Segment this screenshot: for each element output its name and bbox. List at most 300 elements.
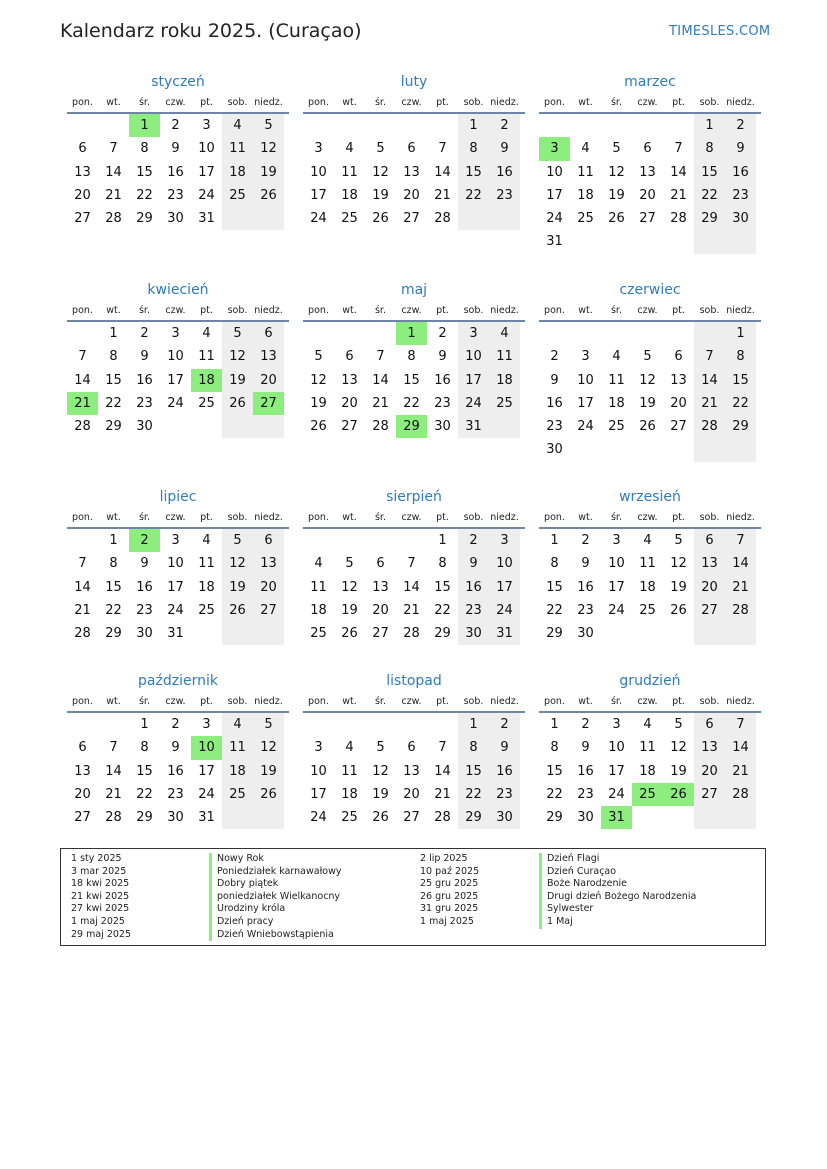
day-cell: 10 [546,164,563,180]
day-cell: 18 [222,760,253,783]
empty-cell [694,806,725,829]
empty-cell [632,622,663,645]
empty-cell [601,230,632,253]
day-cell: 5 [674,717,683,732]
day-cell: 22 [694,184,725,207]
month-block [303,72,525,230]
day-cell: 6 [674,349,683,365]
day-cell: 21 [434,187,451,203]
month-name: marzec [624,74,676,90]
weekday-header [539,511,761,529]
day-cell: 25 [222,184,253,207]
day-cell: 16 [725,161,756,184]
day-cell: 30 [725,207,756,230]
day-cell: 5 [253,713,284,736]
weekday-label: niedz. [490,512,519,523]
day-grid [539,322,761,462]
day-cell: 23 [489,184,520,207]
day-cell: 13 [253,552,284,575]
legend-holiday-name: Urodziny króla [209,903,341,916]
day-cell: 1 [458,114,489,137]
day-cell: 2 [489,713,520,736]
day-cell: 17 [198,763,215,779]
day-cell: 31 [546,234,563,250]
day-cell: 24 [198,786,215,802]
weekday-header [67,96,289,114]
day-cell: 7 [376,349,385,365]
day-cell: 23 [725,184,756,207]
empty-cell [458,207,489,230]
weekday-label: niedz. [254,512,283,523]
day-cell: 3 [202,717,211,732]
day-cell: 29 [546,810,563,826]
day-cell: 22 [546,602,563,618]
day-cell: 24 [310,810,327,826]
weekday-label: śr. [610,512,622,523]
day-cell: 16 [546,395,563,411]
day-cell: 6 [253,322,284,345]
day-cell: 21 [105,187,122,203]
day-cell: 5 [612,141,621,157]
day-cell: 11 [222,736,253,759]
month-name: wrzesień [619,489,681,505]
day-cell: 19 [670,579,687,595]
empty-cell [191,415,222,438]
day-cell: 13 [694,552,725,575]
empty-cell [396,529,427,552]
day-cell: 31 [601,806,632,829]
day-grid [67,529,289,645]
day-cell: 11 [489,345,520,368]
day-cell: 20 [253,369,284,392]
legend-date: 25 gru 2025 [420,878,479,890]
day-cell: 12 [608,164,625,180]
empty-cell [632,114,663,137]
weekday-label: pt. [200,305,213,316]
weekday-label: pt. [436,696,449,707]
weekday-label: sob. [227,696,248,707]
day-cell: 12 [372,763,389,779]
day-cell: 15 [694,161,725,184]
day-cell: 30 [167,810,184,826]
weekday-label: sob. [463,97,484,108]
day-cell: 17 [167,372,184,388]
day-cell: 13 [74,164,91,180]
page-title: Kalendarz roku 2025. (Curaçao) [60,20,362,42]
day-cell: 24 [167,602,184,618]
day-cell: 19 [670,763,687,779]
day-cell: 21 [434,786,451,802]
weekday-label: czw. [637,512,658,523]
day-cell: 30 [136,419,153,435]
day-cell: 18 [577,187,594,203]
day-cell: 24 [198,187,215,203]
empty-cell [663,806,694,829]
day-cell: 26 [253,184,284,207]
weekday-label: pon. [308,696,329,707]
month-block [303,671,525,829]
day-cell: 3 [612,717,621,732]
day-cell: 19 [639,395,656,411]
day-cell: 19 [253,161,284,184]
day-cell: 1 [140,717,149,732]
day-cell: 26 [372,211,389,227]
month-name: listopad [386,673,442,689]
day-cell: 11 [341,164,358,180]
weekday-label: sob. [699,97,720,108]
day-cell: 1 [129,114,160,137]
day-cell: 27 [403,810,420,826]
day-cell: 13 [403,164,420,180]
day-cell: 13 [639,164,656,180]
day-cell: 8 [407,349,416,365]
month-block [67,671,289,829]
weekday-label: pon. [544,305,565,316]
month-block [539,72,761,254]
day-cell: 10 [458,345,489,368]
day-cell: 9 [725,137,756,160]
day-cell: 20 [694,576,725,599]
day-cell: 6 [345,349,354,365]
day-cell: 19 [341,602,358,618]
empty-cell [396,114,427,137]
empty-cell [334,322,365,345]
day-cell: 27 [670,419,687,435]
day-cell: 13 [670,372,687,388]
legend-holiday-name: Dobry piątek [209,878,341,891]
empty-cell [663,622,694,645]
day-cell: 23 [434,395,451,411]
day-cell: 27 [253,392,284,415]
empty-cell [570,438,601,461]
day-cell: 4 [643,533,652,548]
day-cell: 30 [167,211,184,227]
day-cell: 24 [310,211,327,227]
day-cell: 26 [372,810,389,826]
day-cell: 25 [577,211,594,227]
day-cell: 30 [458,622,489,645]
day-cell: 25 [341,810,358,826]
day-cell: 7 [109,141,118,157]
day-cell: 26 [639,419,656,435]
day-cell: 10 [198,141,215,157]
day-cell: 27 [253,599,284,622]
day-cell: 29 [725,415,756,438]
day-cell: 10 [167,556,184,572]
day-cell: 23 [546,419,563,435]
day-cell: 22 [136,187,153,203]
legend-date: 10 paź 2025 [420,865,480,877]
month-block [303,280,525,438]
empty-cell [539,322,570,345]
legend-holiday-name: Dzień Wniebowstąpienia [209,929,341,942]
empty-cell [365,322,396,345]
day-cell: 23 [136,395,153,411]
day-cell: 4 [489,322,520,345]
day-cell: 12 [253,137,284,160]
day-cell: 5 [674,533,683,548]
day-cell: 27 [639,211,656,227]
weekday-label: pon. [308,97,329,108]
day-cell: 22 [434,602,451,618]
empty-cell [663,322,694,345]
weekday-label: śr. [138,512,150,523]
day-cell: 9 [581,740,590,756]
day-cell: 18 [198,579,215,595]
day-cell: 22 [546,786,563,802]
day-cell: 1 [109,326,118,341]
weekday-label: śr. [374,696,386,707]
day-cell: 21 [670,187,687,203]
day-cell: 4 [222,713,253,736]
day-cell: 29 [458,806,489,829]
day-cell: 29 [136,211,153,227]
month-name: kwiecień [147,282,209,298]
weekday-header [539,304,761,322]
empty-cell [694,230,725,253]
day-cell: 14 [105,164,122,180]
day-cell: 6 [376,556,385,572]
empty-cell [601,438,632,461]
day-cell: 3 [314,141,323,157]
day-cell: 29 [434,626,451,642]
day-cell: 14 [105,763,122,779]
day-cell: 8 [550,556,559,572]
day-cell: 10 [608,740,625,756]
day-cell: 24 [546,211,563,227]
weekday-header [303,304,525,322]
day-cell: 30 [136,626,153,642]
day-cell: 18 [222,161,253,184]
day-cell: 19 [222,369,253,392]
empty-cell [489,207,520,230]
day-cell: 27 [74,810,91,826]
day-cell: 1 [109,533,118,548]
day-cell: 8 [694,137,725,160]
day-cell: 9 [550,372,559,388]
day-cell: 7 [725,529,756,552]
day-cell: 17 [310,187,327,203]
empty-cell [365,114,396,137]
day-cell: 22 [458,783,489,806]
weekday-label: sob. [699,305,720,316]
day-cell: 31 [489,622,520,645]
legend-holiday-name: Dzień Flagi [539,853,696,866]
weekday-label: śr. [374,512,386,523]
day-cell: 21 [725,576,756,599]
day-cell: 1 [550,717,559,732]
weekday-header [303,511,525,529]
day-cell: 10 [489,552,520,575]
empty-cell [160,415,191,438]
day-cell: 5 [222,322,253,345]
day-cell: 4 [345,740,354,756]
day-cell: 15 [403,372,420,388]
day-cell: 27 [403,211,420,227]
day-cell: 31 [198,211,215,227]
day-grid [67,322,289,438]
day-cell: 14 [434,164,451,180]
weekday-header [67,511,289,529]
day-cell: 2 [171,118,180,133]
day-cell: 23 [167,786,184,802]
day-cell: 12 [670,556,687,572]
day-cell: 26 [222,392,253,415]
day-grid [67,713,289,829]
weekday-label: wt. [106,305,121,316]
day-cell: 15 [105,372,122,388]
month-name: czerwiec [619,282,681,298]
weekday-label: pon. [308,305,329,316]
day-cell: 16 [577,579,594,595]
day-cell: 30 [434,419,451,435]
day-cell: 8 [140,141,149,157]
day-cell: 29 [546,626,563,642]
day-cell: 10 [167,349,184,365]
day-cell: 3 [539,137,570,160]
day-cell: 29 [136,810,153,826]
empty-cell [663,114,694,137]
empty-cell [694,438,725,461]
weekday-label: sob. [699,512,720,523]
day-cell: 24 [577,419,594,435]
day-cell: 30 [546,442,563,458]
legend-date: 2 lip 2025 [420,853,468,864]
day-cell: 19 [608,187,625,203]
legend-date: 1 maj 2025 [420,915,474,927]
empty-cell [303,529,334,552]
empty-cell [67,713,98,736]
empty-cell [222,622,253,645]
weekday-label: niedz. [254,696,283,707]
day-cell: 24 [489,599,520,622]
day-cell: 28 [403,626,420,642]
day-cell: 2 [458,529,489,552]
month-block [67,487,289,645]
day-cell: 2 [140,326,149,341]
day-cell: 11 [639,740,656,756]
day-cell: 15 [434,579,451,595]
day-cell: 5 [345,556,354,572]
empty-cell [725,230,756,253]
day-cell: 26 [608,211,625,227]
weekday-label: pon. [72,97,93,108]
day-cell: 6 [643,141,652,157]
day-cell: 20 [639,187,656,203]
day-cell: 11 [608,372,625,388]
day-cell: 26 [663,783,694,806]
empty-cell [253,806,284,829]
day-cell: 24 [608,602,625,618]
empty-cell [191,622,222,645]
day-cell: 20 [253,576,284,599]
day-cell: 3 [458,322,489,345]
day-cell: 11 [577,164,594,180]
weekday-label: pon. [72,305,93,316]
empty-cell [253,622,284,645]
day-cell: 14 [434,763,451,779]
weekday-label: śr. [610,97,622,108]
empty-cell [427,114,458,137]
month-block [303,487,525,645]
empty-cell [334,529,365,552]
day-cell: 6 [694,713,725,736]
empty-cell [489,415,520,438]
weekday-label: pon. [544,696,565,707]
day-cell: 18 [608,395,625,411]
weekday-label: wt. [578,696,593,707]
weekday-label: śr. [138,696,150,707]
day-grid [539,114,761,254]
empty-cell [570,230,601,253]
day-cell: 30 [577,626,594,642]
weekday-label: sob. [463,305,484,316]
day-cell: 17 [546,187,563,203]
empty-cell [396,713,427,736]
day-cell: 19 [372,187,389,203]
day-cell: 20 [372,602,389,618]
day-cell: 8 [438,556,447,572]
weekday-label: czw. [165,97,186,108]
day-cell: 9 [140,349,149,365]
day-cell: 4 [643,717,652,732]
day-cell: 21 [67,392,98,415]
weekday-label: wt. [106,97,121,108]
site-logo[interactable]: TIMESLES.COM [669,24,771,39]
day-cell: 16 [489,161,520,184]
day-cell: 28 [372,419,389,435]
day-cell: 18 [489,369,520,392]
day-cell: 1 [458,713,489,736]
month-name: październik [138,673,218,689]
weekday-label: czw. [401,97,422,108]
day-cell: 7 [78,556,87,572]
empty-cell [67,322,98,345]
month-block [539,487,761,645]
day-cell: 13 [403,763,420,779]
day-cell: 10 [310,763,327,779]
day-cell: 6 [694,529,725,552]
day-cell: 20 [403,786,420,802]
weekday-label: niedz. [254,97,283,108]
month-block [67,72,289,230]
day-cell: 7 [438,740,447,756]
day-cell: 12 [372,164,389,180]
day-cell: 17 [608,763,625,779]
day-cell: 20 [403,187,420,203]
empty-cell [601,622,632,645]
day-cell: 4 [612,349,621,365]
day-cell: 12 [639,372,656,388]
day-cell: 24 [608,786,625,802]
weekday-label: czw. [401,512,422,523]
legend-date: 18 kwi 2025 [71,878,130,890]
day-cell: 16 [489,760,520,783]
legend-names-2 [539,853,696,929]
day-cell: 20 [74,187,91,203]
weekday-label: pon. [544,97,565,108]
day-cell: 28 [725,783,756,806]
empty-cell [334,713,365,736]
day-cell: 26 [310,419,327,435]
day-cell: 18 [639,579,656,595]
empty-cell [222,415,253,438]
day-cell: 25 [608,419,625,435]
day-cell: 11 [639,556,656,572]
day-cell: 11 [222,137,253,160]
day-cell: 5 [314,349,323,365]
day-cell: 11 [198,556,215,572]
